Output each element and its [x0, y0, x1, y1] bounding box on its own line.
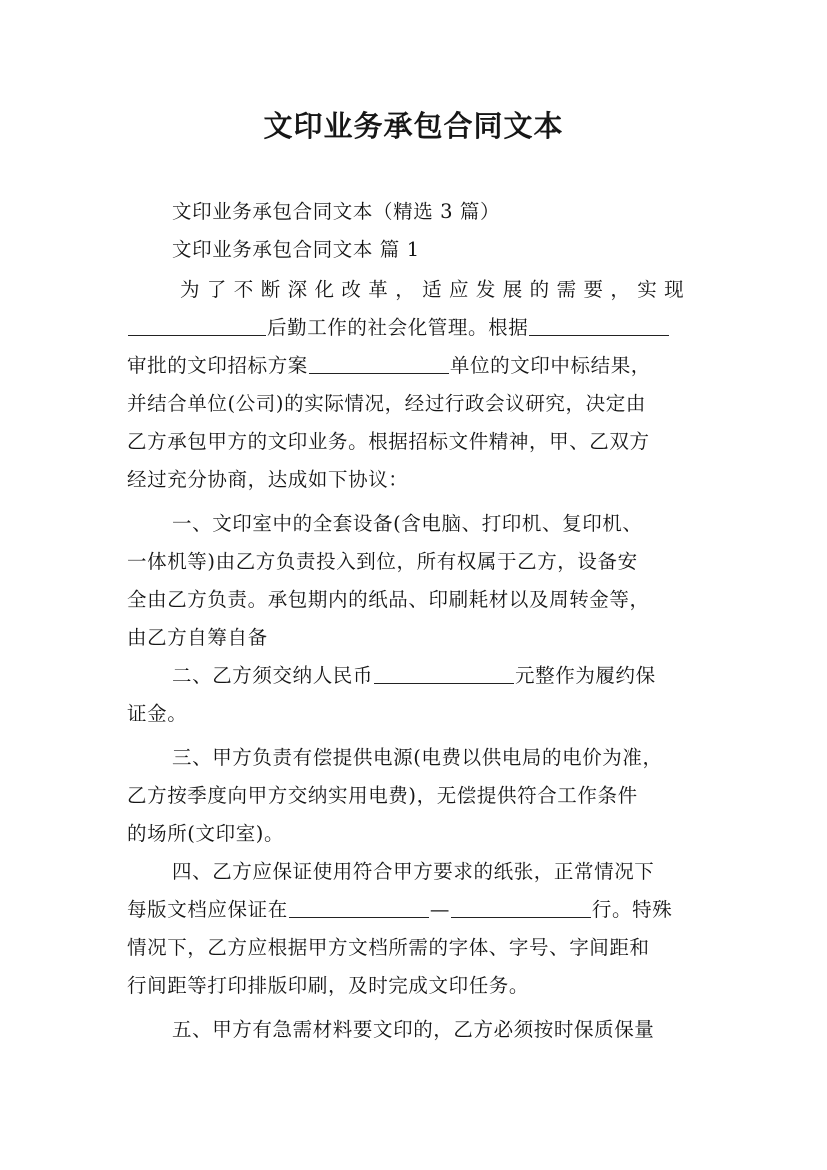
line-text: 每版文档应保证在: [127, 898, 288, 921]
section-heading: 文印业务承包合同文本 篇 1: [172, 238, 420, 261]
document-title: 文印业务承包合同文本: [263, 109, 564, 143]
line-text: 后勤工作的社会化管理。根据: [267, 316, 529, 339]
blank-field: [451, 899, 591, 918]
document-subtitle: 文印业务承包合同文本（精选 3 篇）: [172, 200, 501, 223]
paragraph-line: [127, 353, 702, 379]
blank-field: [309, 355, 449, 374]
paragraph-line: 一、文印室中的全套设备(含电脑、打印机、复印机、: [172, 512, 643, 535]
paragraph-line: 由乙方自筹自备: [127, 626, 268, 649]
blank-field: [128, 317, 266, 336]
blank-field: [289, 899, 429, 918]
paragraph-line: 乙方按季度向甲方交纳实用电费)，无偿提供符合工作条件: [127, 784, 638, 807]
paragraph-line: 一体机等)由乙方负责投入到位，所有权属于乙方，设备安: [127, 550, 638, 573]
blank-field: [529, 317, 669, 336]
paragraph-line: 行间距等打印排版印刷，及时完成文印任务。: [127, 974, 530, 997]
paragraph-line: 证金。: [127, 702, 188, 725]
paragraph-line: 情况下，乙方应根据甲方文档所需的字体、字号、字间距和: [127, 936, 650, 959]
line-text: 单位的文印中标结果，: [449, 354, 651, 377]
blank-field: [374, 665, 514, 684]
paragraph-line: 经过充分协商，达成如下协议：: [127, 468, 409, 491]
paragraph-line: 三、甲方负责有偿提供电源(电费以供电局的电价为准，: [172, 746, 663, 769]
paragraph-line: [127, 315, 702, 341]
paragraph-line: 五、甲方有急需材料要文印的，乙方必须按时保质保量: [172, 1018, 655, 1041]
line-text: 元整作为履约保: [515, 664, 656, 687]
paragraph-line: 四、乙方应保证使用符合甲方要求的纸张，正常情况下: [172, 860, 655, 883]
line-text: 审批的文印招标方案: [127, 354, 308, 377]
paragraph-line: 为 了 不 断 深 化 改 革 ， 适 应 发 展 的 需 要 ， 实 现: [180, 278, 685, 301]
line-text: 行。特殊: [591, 898, 673, 921]
paragraph-line: 全由乙方负责。承包期内的纸品、印刷耗材以及周转金等，: [127, 588, 650, 611]
paragraph-line: 乙方承包甲方的文印业务。根据招标文件精神，甲、乙双方: [127, 430, 650, 453]
paragraph-line: [172, 663, 702, 689]
line-text: —: [429, 898, 450, 921]
line-text: 二、乙方须交纳人民币: [172, 664, 374, 687]
paragraph-line: [127, 897, 702, 923]
paragraph-line: 并结合单位(公司)的实际情况，经过行政会议研究，决定由: [127, 392, 646, 415]
paragraph-line: 的场所(文印室)。: [127, 822, 285, 845]
